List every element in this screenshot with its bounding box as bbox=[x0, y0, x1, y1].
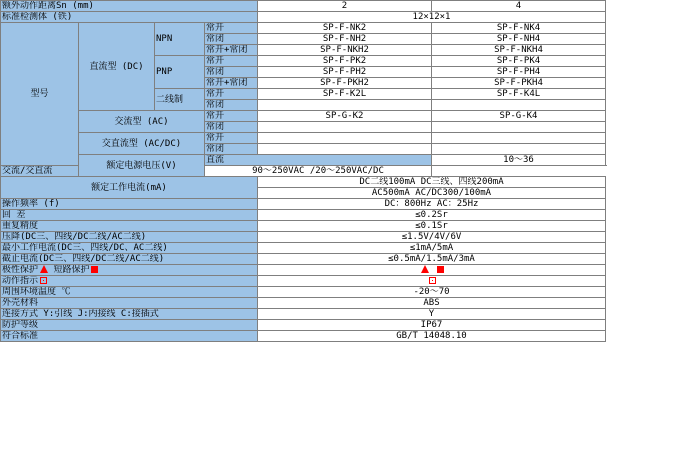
connection-label: 连接方式 Y:引线 J:内接线 C:接插式 bbox=[1, 309, 258, 320]
standard-label: 符合标准 bbox=[1, 331, 258, 342]
acdc-v1-2 bbox=[258, 144, 432, 155]
row-ip bbox=[1, 320, 606, 331]
acdc-v1-1 bbox=[258, 133, 432, 144]
row-connection bbox=[1, 309, 606, 320]
acdc-label: 交直流型 (AC/DC) bbox=[79, 133, 205, 155]
connection-value: Y bbox=[258, 309, 606, 320]
protection-label bbox=[1, 265, 258, 276]
rated-current-value-2: AC500mA AC/DC300/100mA bbox=[258, 188, 606, 199]
npn-v2-3: SP-F-NKH4 bbox=[432, 45, 606, 56]
ac-v1-1: SP-G-K2 bbox=[258, 111, 432, 122]
pnp-v2-2: SP-F-PH4 bbox=[432, 67, 606, 78]
sn-value-1: 2 bbox=[258, 1, 432, 12]
row-standard bbox=[1, 331, 606, 342]
row-indicator bbox=[1, 276, 606, 287]
pnp-mode-2: 常闭 bbox=[205, 67, 258, 78]
hysteresis-value: ≤0.2Sr bbox=[258, 210, 606, 221]
row-std-body bbox=[1, 12, 606, 23]
two-wire-label: 二线制 bbox=[155, 89, 205, 111]
row-material bbox=[1, 298, 606, 309]
two-wire-v1-1: SP-F-K2L bbox=[258, 89, 432, 100]
material-label: 外壳材料 bbox=[1, 298, 258, 309]
sn-label: 额外动作距离Sn (mm) bbox=[1, 1, 258, 12]
npn-v2-1: SP-F-NK4 bbox=[432, 23, 606, 34]
row-protection bbox=[1, 265, 606, 276]
row-ambient bbox=[1, 287, 606, 298]
voltage-type-ac: 交流/交直流 bbox=[1, 166, 155, 177]
repeat-label: 重复精度 bbox=[1, 221, 258, 232]
pnp-mode-3: 常开+常闭 bbox=[205, 78, 258, 89]
npn-v1-3: SP-F-NKH2 bbox=[258, 45, 432, 56]
ac-label: 交流型 (AC) bbox=[79, 111, 205, 133]
two-wire-mode-2: 常闭 bbox=[205, 100, 258, 111]
indicator-label bbox=[1, 276, 258, 287]
row-voltage-dc bbox=[1, 155, 606, 166]
rated-current-value-1: DC二线100mA DC三线、四线200mA bbox=[258, 177, 606, 188]
repeat-value: ≤0.1Sr bbox=[258, 221, 606, 232]
voltage-drop-value: ≤1.5V/4V/6V bbox=[258, 232, 606, 243]
acdc-v2-2 bbox=[432, 144, 606, 155]
pnp-v1-2: SP-F-PH2 bbox=[258, 67, 432, 78]
standard-value: GB/T 14048.10 bbox=[258, 331, 606, 342]
row-npn-1 bbox=[1, 23, 606, 34]
row-voltage-drop bbox=[1, 232, 606, 243]
ac-v2-1: SP-G-K4 bbox=[432, 111, 606, 122]
freq-value: DC：800Hz AC：25Hz bbox=[258, 199, 606, 210]
model-label: 型号 bbox=[1, 23, 79, 166]
acdc-mode-2: 常闭 bbox=[205, 144, 258, 155]
hollow-square-icon bbox=[429, 277, 436, 284]
two-wire-mode-1: 常开 bbox=[205, 89, 258, 100]
ac-mode-2: 常闭 bbox=[205, 122, 258, 133]
pnp-label: PNP bbox=[155, 56, 205, 89]
ip-value: IP67 bbox=[258, 320, 606, 331]
red-square-icon bbox=[91, 266, 98, 273]
cutoff-value: ≤0.5mA/1.5mA/3mA bbox=[258, 254, 606, 265]
hysteresis-label: 回 差 bbox=[1, 210, 258, 221]
pnp-v2-3: SP-F-PKH4 bbox=[432, 78, 606, 89]
red-triangle-icon bbox=[40, 265, 48, 273]
material-value: ABS bbox=[258, 298, 606, 309]
pnp-mode-1: 常开 bbox=[205, 56, 258, 67]
polarity-protection-label: 极性保护 bbox=[2, 265, 39, 275]
acdc-v2-1 bbox=[432, 133, 606, 144]
voltage-value-ac: 90～250VAC /20～250VAC/DC bbox=[205, 166, 432, 177]
row-min-current bbox=[1, 243, 606, 254]
acdc-mode-1: 常开 bbox=[205, 133, 258, 144]
rated-voltage-label: 额定电源电压(V) bbox=[79, 155, 205, 177]
row-acdc-1 bbox=[1, 133, 606, 144]
red-square-icon bbox=[437, 266, 444, 273]
row-repeat bbox=[1, 221, 606, 232]
ambient-label: 周围环境温度 ℃ bbox=[1, 287, 258, 298]
two-wire-v1-2 bbox=[258, 100, 432, 111]
dc-label: 直流型 (DC) bbox=[79, 23, 155, 111]
indicator-label-text: 动作指示 bbox=[2, 276, 39, 286]
two-wire-v2-2 bbox=[432, 100, 606, 111]
cutoff-label: 截止电流(DC三、四线/DC二线/AC二线) bbox=[1, 254, 258, 265]
pnp-v1-1: SP-F-PK2 bbox=[258, 56, 432, 67]
ip-label: 防护等级 bbox=[1, 320, 258, 331]
row-sn bbox=[1, 1, 606, 12]
npn-v1-1: SP-F-NK2 bbox=[258, 23, 432, 34]
voltage-drop-label: 压降(DC三、四线/DC二线/AC二线) bbox=[1, 232, 258, 243]
row-current-1 bbox=[1, 177, 606, 188]
row-cutoff bbox=[1, 254, 606, 265]
row-hysteresis bbox=[1, 210, 606, 221]
pnp-v1-3: SP-F-PKH2 bbox=[258, 78, 432, 89]
freq-label: 操作频率 (f) bbox=[1, 199, 258, 210]
row-voltage-ac bbox=[1, 166, 606, 177]
protection-value bbox=[258, 265, 606, 276]
hollow-square-icon bbox=[40, 277, 47, 284]
ac-v2-2 bbox=[432, 122, 606, 133]
voltage-type-dc: 直流 bbox=[205, 155, 432, 166]
rated-current-label: 额定工作电流(mA) bbox=[1, 177, 258, 199]
two-wire-v2-1: SP-F-K4L bbox=[432, 89, 606, 100]
short-circuit-protection-label: 短路保护 bbox=[53, 265, 90, 275]
npn-v2-2: SP-F-NH4 bbox=[432, 34, 606, 45]
min-current-value: ≤1mA/5mA bbox=[258, 243, 606, 254]
row-freq bbox=[1, 199, 606, 210]
npn-mode-2: 常闭 bbox=[205, 34, 258, 45]
ac-mode-1: 常开 bbox=[205, 111, 258, 122]
red-triangle-icon bbox=[421, 265, 429, 273]
ambient-value: -20～70 bbox=[258, 287, 606, 298]
npn-v1-2: SP-F-NH2 bbox=[258, 34, 432, 45]
row-ac-1 bbox=[1, 111, 606, 122]
npn-mode-3: 常开+常闭 bbox=[205, 45, 258, 56]
ac-v1-2 bbox=[258, 122, 432, 133]
indicator-value bbox=[258, 276, 606, 287]
npn-label: NPN bbox=[155, 23, 205, 56]
voltage-value-dc: 10～36 bbox=[432, 155, 606, 166]
npn-mode-1: 常开 bbox=[205, 23, 258, 34]
min-current-label: 最小工作电流(DC三、四线/DC、AC二线) bbox=[1, 243, 258, 254]
std-body-label: 标准检测体 (铁) bbox=[1, 12, 258, 23]
std-body-value: 12×12×1 bbox=[258, 12, 606, 23]
pnp-v2-1: SP-F-PK4 bbox=[432, 56, 606, 67]
sn-value-2: 4 bbox=[432, 1, 606, 12]
